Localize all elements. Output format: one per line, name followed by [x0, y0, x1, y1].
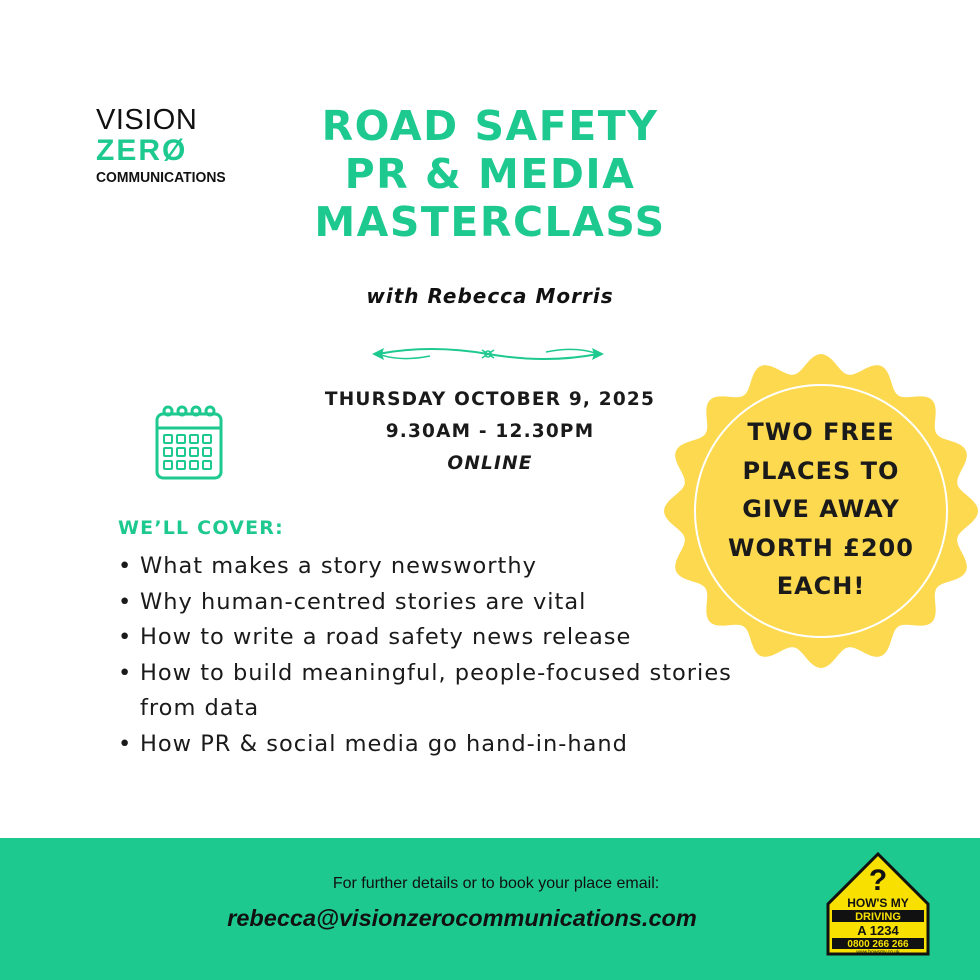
sign-phone: 0800 266 266	[847, 939, 909, 950]
contact-email-link[interactable]: rebecca@visionzerocommunications.com	[227, 905, 697, 931]
logo-communications: COMMUNICATIONS	[96, 170, 226, 186]
sign-line-2: DRIVING	[855, 911, 901, 923]
badge-line: WORTH £200	[728, 533, 914, 562]
list-item: • What makes a story newsworthy	[118, 549, 758, 585]
event-details	[290, 384, 690, 480]
sign-url: www.howsmy.co.uk	[856, 949, 900, 956]
giveaway-text	[700, 413, 942, 606]
question-mark-icon: ?	[868, 864, 888, 897]
list-item: • Why human-centred stories are vital	[118, 585, 758, 621]
badge-line: EACH!	[776, 572, 866, 600]
hows-my-driving-sign	[826, 852, 930, 956]
list-item: • How to write a road safety news release	[118, 620, 758, 656]
logo-vision: VISION	[96, 104, 198, 136]
calendar-icon	[154, 404, 224, 482]
event-date: THURSDAY OCTOBER 9, 2025	[324, 389, 656, 410]
event-format: ONLINE	[447, 453, 533, 474]
cover-heading: WE’LL COVER:	[118, 517, 284, 539]
flourish-divider-icon	[370, 342, 606, 366]
sign-plate: A 1234	[857, 923, 899, 938]
badge-line: GIVE AWAY	[742, 495, 900, 523]
logo-zero: ZERØ	[96, 134, 188, 167]
page-title	[290, 102, 690, 246]
sign-line-1: HOW'S MY	[847, 896, 909, 910]
badge-line: PLACES TO	[742, 456, 900, 485]
list-item: • How PR & social media go hand-in-hand	[118, 727, 758, 763]
list-item: • How to build meaningful, people-focused stories from data	[118, 656, 758, 727]
footer-note: For further details or to book your place email:	[332, 875, 660, 892]
title-line-1: ROAD SAFETY	[321, 102, 659, 150]
title-line-2: PR & MEDIA	[344, 150, 636, 198]
event-time: 9.30AM - 12.30PM	[385, 421, 595, 442]
title-line-3: MASTERCLASS	[314, 198, 666, 246]
badge-line: TWO FREE	[747, 418, 895, 446]
presenter-subtitle: with Rebecca Morris	[366, 284, 614, 308]
